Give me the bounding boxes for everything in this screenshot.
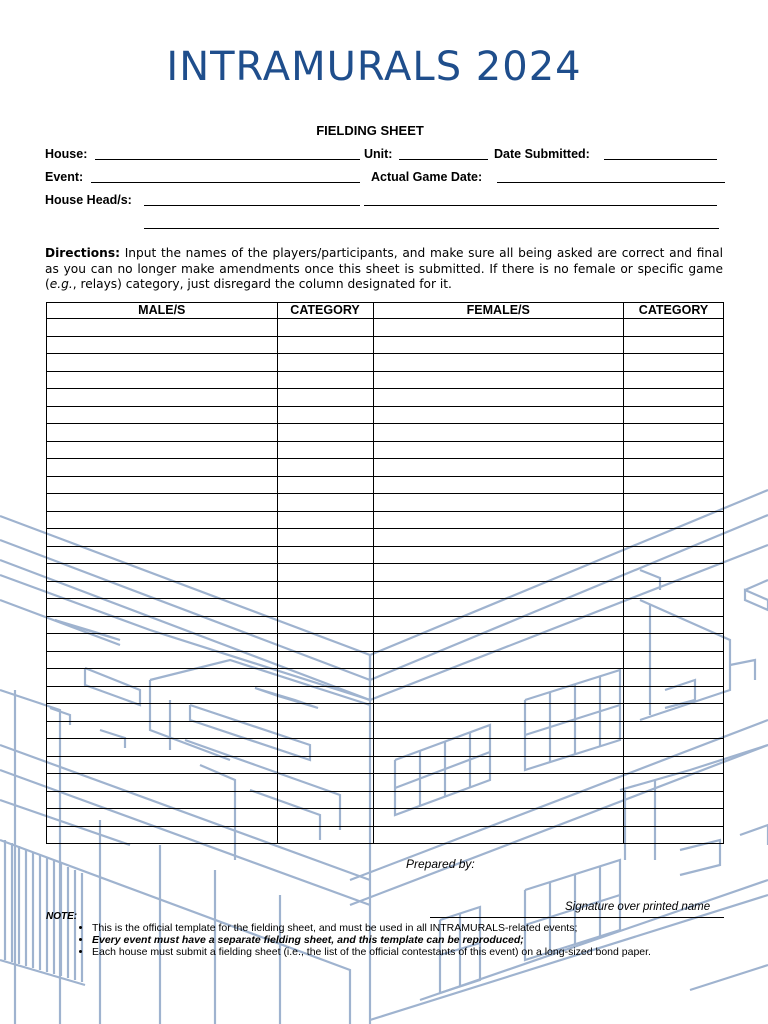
directions-paragraph [45, 246, 723, 293]
male-name-cell[interactable] [47, 721, 278, 739]
female-category-cell[interactable] [624, 476, 724, 494]
table-row [47, 669, 724, 687]
female-name-cell[interactable] [373, 476, 624, 494]
male-name-cell[interactable] [47, 354, 278, 372]
house-head-field-2[interactable] [364, 205, 717, 206]
male-name-cell[interactable] [47, 494, 278, 512]
male-name-cell[interactable] [47, 406, 278, 424]
table-row [47, 546, 724, 564]
male-category-cell[interactable] [277, 476, 373, 494]
male-name-cell[interactable] [47, 616, 278, 634]
col-header-females: FEMALE/S [373, 303, 624, 319]
female-name-cell[interactable] [373, 809, 624, 827]
male-name-cell[interactable] [47, 389, 278, 407]
male-name-cell[interactable] [47, 529, 278, 547]
female-category-cell[interactable] [624, 546, 724, 564]
table-row [47, 739, 724, 757]
event-label: Event: [45, 170, 84, 184]
house-label: House: [45, 147, 88, 161]
table-row [47, 459, 724, 477]
table-row [47, 616, 724, 634]
male-category-cell[interactable] [277, 686, 373, 704]
table-header-row [47, 303, 724, 319]
female-name-cell[interactable] [373, 721, 624, 739]
table-row [47, 494, 724, 512]
female-category-cell[interactable] [624, 494, 724, 512]
page-title: INTRAMURALS 2024 [166, 44, 582, 90]
table-row [47, 564, 724, 582]
female-name-cell[interactable] [373, 406, 624, 424]
note-label: NOTE: [46, 911, 78, 922]
male-category-cell[interactable] [277, 529, 373, 547]
female-category-cell[interactable] [624, 371, 724, 389]
male-name-cell[interactable] [47, 739, 278, 757]
male-category-cell[interactable] [277, 669, 373, 687]
male-category-cell[interactable] [277, 826, 373, 844]
table-row [47, 406, 724, 424]
table-row [47, 354, 724, 372]
male-category-cell[interactable] [277, 319, 373, 337]
table-row [47, 809, 724, 827]
female-name-cell[interactable] [373, 336, 624, 354]
female-category-cell[interactable] [624, 511, 724, 529]
female-name-cell[interactable] [373, 651, 624, 669]
female-name-cell[interactable] [373, 739, 624, 757]
male-name-cell[interactable] [47, 704, 278, 722]
male-name-cell[interactable] [47, 581, 278, 599]
table-row [47, 721, 724, 739]
table-row [47, 634, 724, 652]
female-name-cell[interactable] [373, 669, 624, 687]
female-name-cell[interactable] [373, 616, 624, 634]
female-category-cell[interactable] [624, 459, 724, 477]
table-row [47, 336, 724, 354]
signature-line[interactable] [430, 917, 724, 918]
female-name-cell[interactable] [373, 704, 624, 722]
female-name-cell[interactable] [373, 564, 624, 582]
male-category-cell[interactable] [277, 459, 373, 477]
female-name-cell[interactable] [373, 599, 624, 617]
male-name-cell[interactable] [47, 459, 278, 477]
female-category-cell[interactable] [624, 564, 724, 582]
table-row [47, 529, 724, 547]
male-name-cell[interactable] [47, 826, 278, 844]
male-category-cell[interactable] [277, 756, 373, 774]
female-category-cell[interactable] [624, 529, 724, 547]
female-name-cell[interactable] [373, 529, 624, 547]
female-name-cell[interactable] [373, 389, 624, 407]
female-category-cell[interactable] [624, 389, 724, 407]
male-category-cell[interactable] [277, 336, 373, 354]
male-category-cell[interactable] [277, 494, 373, 512]
female-category-cell[interactable] [624, 424, 724, 442]
fielding-table [46, 302, 724, 844]
table-row [47, 319, 724, 337]
table-row [47, 599, 724, 617]
male-name-cell[interactable] [47, 651, 278, 669]
male-category-cell[interactable] [277, 371, 373, 389]
note-item: • Each house must submit a fielding sheet (i.e., the list of the official contestants of this event) on a long-sized bond paper. [92, 946, 730, 958]
male-name-cell[interactable] [47, 634, 278, 652]
directions-text-1: Input the names of the players/participants, and make sure all being asked are correct and final as you can no longer make amendments once this sheet is submitted. If there is no female or specific game ( [45, 246, 723, 291]
house-head-field-1[interactable] [144, 205, 360, 206]
female-category-cell[interactable] [624, 739, 724, 757]
female-category-cell[interactable] [624, 791, 724, 809]
male-category-cell[interactable] [277, 616, 373, 634]
table-row [47, 441, 724, 459]
male-name-cell[interactable] [47, 476, 278, 494]
male-category-cell[interactable] [277, 791, 373, 809]
table-row [47, 511, 724, 529]
female-category-cell[interactable] [624, 826, 724, 844]
col-header-female-category: CATEGORY [624, 303, 724, 319]
male-category-cell[interactable] [277, 424, 373, 442]
notes-list [70, 922, 730, 958]
female-category-cell[interactable] [624, 809, 724, 827]
table-row [47, 389, 724, 407]
male-name-cell[interactable] [47, 336, 278, 354]
female-name-cell[interactable] [373, 441, 624, 459]
female-category-cell[interactable] [624, 756, 724, 774]
male-name-cell[interactable] [47, 441, 278, 459]
male-category-cell[interactable] [277, 809, 373, 827]
table-row [47, 756, 724, 774]
table-row [47, 686, 724, 704]
note-item: • This is the official template for the fielding sheet, and must be used in all INTRAMURALS-related events; [92, 922, 730, 934]
male-category-cell[interactable] [277, 546, 373, 564]
male-name-cell[interactable] [47, 564, 278, 582]
table-row [47, 704, 724, 722]
female-name-cell[interactable] [373, 546, 624, 564]
male-category-cell[interactable] [277, 704, 373, 722]
male-name-cell[interactable] [47, 511, 278, 529]
prepared-by-label: Prepared by: [406, 857, 475, 871]
table-row [47, 476, 724, 494]
house-heads-label: House Head/s: [45, 193, 132, 207]
table-row [47, 651, 724, 669]
male-category-cell[interactable] [277, 739, 373, 757]
male-name-cell[interactable] [47, 319, 278, 337]
male-category-cell[interactable] [277, 511, 373, 529]
unit-field[interactable] [399, 159, 488, 160]
female-name-cell[interactable] [373, 756, 624, 774]
table-body [47, 319, 724, 844]
table-row [47, 581, 724, 599]
male-name-cell[interactable] [47, 809, 278, 827]
female-name-cell[interactable] [373, 686, 624, 704]
male-category-cell[interactable] [277, 441, 373, 459]
female-category-cell[interactable] [624, 336, 724, 354]
male-category-cell[interactable] [277, 774, 373, 792]
female-category-cell[interactable] [624, 354, 724, 372]
house-field[interactable] [95, 159, 360, 160]
female-category-cell[interactable] [624, 406, 724, 424]
female-name-cell[interactable] [373, 774, 624, 792]
female-category-cell[interactable] [624, 581, 724, 599]
male-category-cell[interactable] [277, 599, 373, 617]
male-name-cell[interactable] [47, 599, 278, 617]
table-row [47, 791, 724, 809]
male-category-cell[interactable] [277, 389, 373, 407]
actual-game-date-field[interactable] [497, 182, 725, 183]
female-category-cell[interactable] [624, 669, 724, 687]
male-name-cell[interactable] [47, 546, 278, 564]
male-name-cell[interactable] [47, 686, 278, 704]
male-category-cell[interactable] [277, 721, 373, 739]
female-category-cell[interactable] [624, 319, 724, 337]
male-category-cell[interactable] [277, 651, 373, 669]
table-row [47, 424, 724, 442]
male-category-cell[interactable] [277, 634, 373, 652]
female-name-cell[interactable] [373, 459, 624, 477]
female-category-cell[interactable] [624, 634, 724, 652]
table-row [47, 826, 724, 844]
male-name-cell[interactable] [47, 424, 278, 442]
male-name-cell[interactable] [47, 774, 278, 792]
table-row [47, 774, 724, 792]
male-category-cell[interactable] [277, 406, 373, 424]
female-name-cell[interactable] [373, 634, 624, 652]
female-name-cell[interactable] [373, 581, 624, 599]
signature-label: Signature over printed name [565, 901, 711, 913]
event-field[interactable] [91, 182, 360, 183]
col-header-male-category: CATEGORY [277, 303, 373, 319]
male-category-cell[interactable] [277, 581, 373, 599]
male-category-cell[interactable] [277, 564, 373, 582]
female-name-cell[interactable] [373, 371, 624, 389]
female-category-cell[interactable] [624, 651, 724, 669]
female-category-cell[interactable] [624, 686, 724, 704]
male-name-cell[interactable] [47, 756, 278, 774]
note-item: • Every event must have a separate fielding sheet, and this template can be reproduced; [92, 934, 730, 946]
female-category-cell[interactable] [624, 599, 724, 617]
female-category-cell[interactable] [624, 441, 724, 459]
female-name-cell[interactable] [373, 791, 624, 809]
female-category-cell[interactable] [624, 704, 724, 722]
female-name-cell[interactable] [373, 319, 624, 337]
date-submitted-field[interactable] [604, 159, 717, 160]
directions-text-2: , relays) category, just disregard the column designated for it. [72, 277, 452, 291]
female-category-cell[interactable] [624, 616, 724, 634]
actual-game-date-label: Actual Game Date: [371, 170, 483, 184]
col-header-males: MALE/S [47, 303, 278, 319]
female-category-cell[interactable] [624, 774, 724, 792]
sheet-subtitle: FIELDING SHEET [316, 123, 424, 138]
female-name-cell[interactable] [373, 511, 624, 529]
female-name-cell[interactable] [373, 424, 624, 442]
female-name-cell[interactable] [373, 826, 624, 844]
house-head-field-3[interactable] [144, 228, 719, 229]
male-name-cell[interactable] [47, 791, 278, 809]
female-name-cell[interactable] [373, 354, 624, 372]
table-row [47, 371, 724, 389]
unit-label: Unit: [364, 147, 393, 161]
male-category-cell[interactable] [277, 354, 373, 372]
directions-text-em: e.g. [49, 277, 73, 291]
male-name-cell[interactable] [47, 371, 278, 389]
female-category-cell[interactable] [624, 721, 724, 739]
female-name-cell[interactable] [373, 494, 624, 512]
directions-label: Directions: [45, 246, 120, 260]
date-submitted-label: Date Submitted: [494, 147, 590, 161]
male-name-cell[interactable] [47, 669, 278, 687]
